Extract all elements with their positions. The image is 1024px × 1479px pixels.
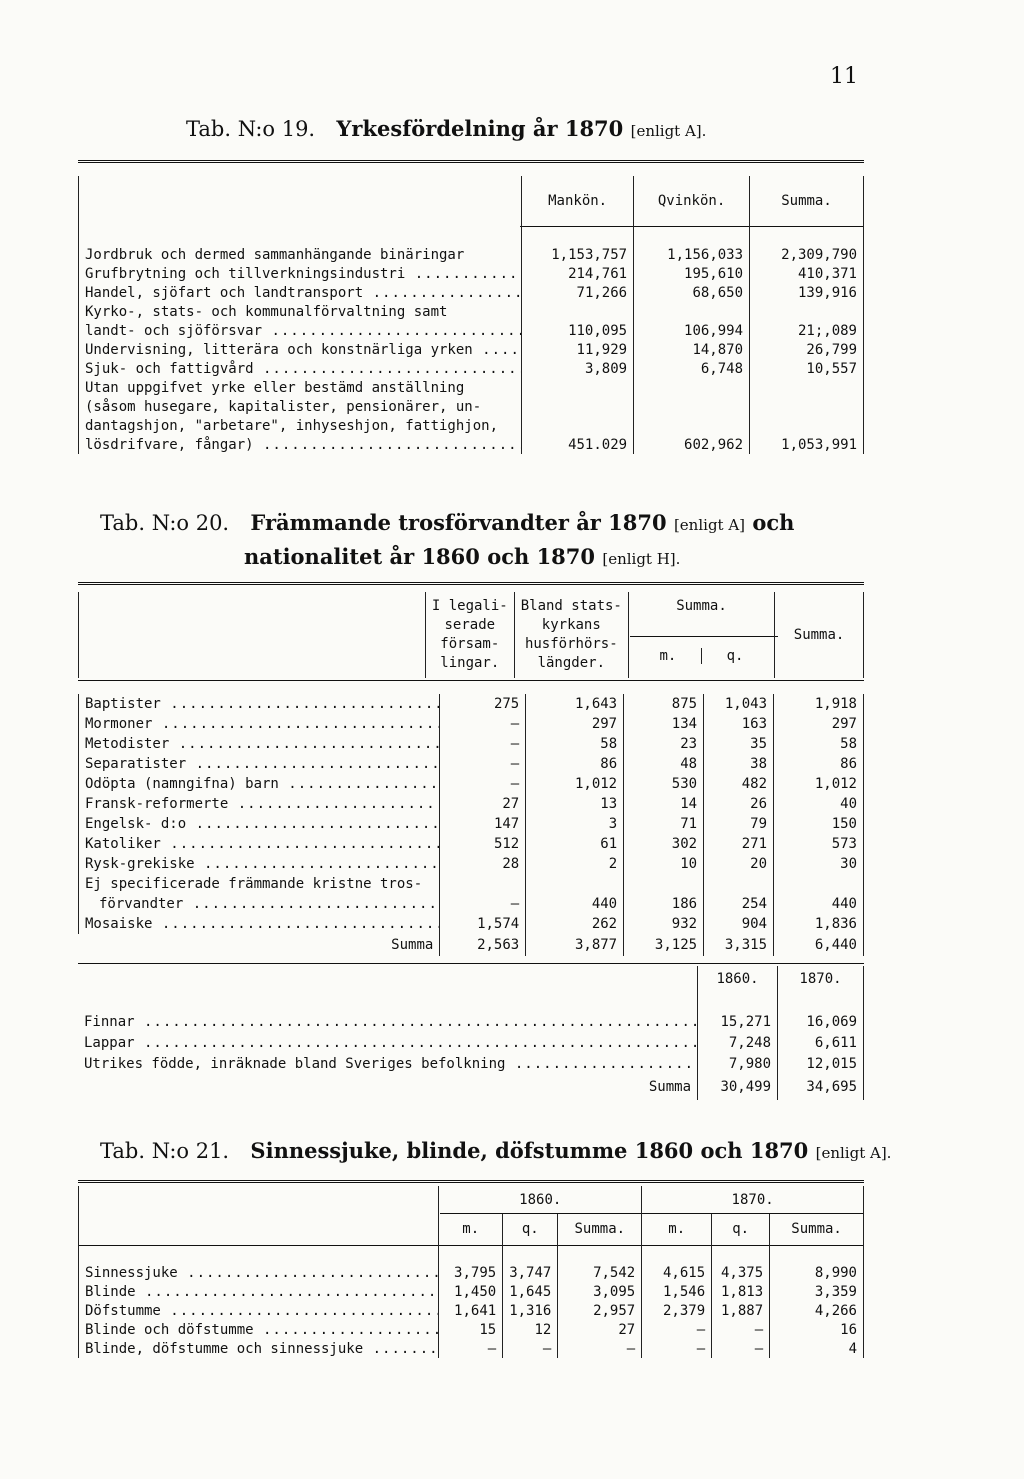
tab20-cell-m — [624, 874, 704, 894]
table-row — [78, 1053, 864, 1074]
table-row — [79, 754, 864, 774]
tab19-cell-summa: 1,053,991 — [750, 435, 864, 454]
tab21-table — [78, 1186, 864, 1358]
tab20-cell-summa: 1,836 — [774, 914, 864, 934]
tab21-row-label: Blinde och döfstumme ..... — [85, 1322, 439, 1338]
tab19-cell-summa: 26,799 — [750, 340, 864, 359]
table-row — [79, 834, 864, 854]
tab21-source: [enligt A]. — [815, 1144, 892, 1162]
tab19-top-rule — [78, 160, 864, 163]
tab20-cell-q: 38 — [704, 754, 774, 774]
tab21-row-label-cell — [79, 1282, 439, 1301]
tab21-cell-s60: 27 — [558, 1320, 642, 1339]
tab20-cell-q: 35 — [704, 734, 774, 754]
tab20-cell-m: 10 — [624, 854, 704, 874]
tab21-sub-m70: m. — [642, 1214, 712, 1244]
table-row — [79, 378, 864, 397]
tab20-header-summa-mq — [628, 592, 774, 678]
tab20-nat-cell-1860: 15,271 — [698, 1011, 778, 1032]
tab20-nat-label-cell — [78, 1011, 698, 1032]
tab20-header-m: m. — [635, 648, 702, 664]
tab20-row-label: Mormoner ..... — [85, 716, 440, 732]
tab19-row-label-cell — [79, 416, 522, 435]
tab21-year-1870: 1870. — [642, 1186, 864, 1214]
tab19-cell-summa: 139,916 — [750, 283, 864, 302]
tab20-title-part1: Främmande trosförvandter år 1870 — [250, 510, 667, 535]
tab20-nat-row-label: Utrikes födde, inräknade bland Sveriges befolkning ..... — [84, 1056, 698, 1072]
tab19-row-label-cell — [79, 397, 522, 416]
tab19-cell-qvinkon: 1,156,033 — [634, 245, 750, 264]
tab20-cell-m: 302 — [624, 834, 704, 854]
tab20-cell-legal: — — [440, 734, 526, 754]
tab19-cell-summa — [750, 302, 864, 321]
table-row — [79, 1339, 864, 1358]
tab20-row-label-cell — [79, 734, 440, 754]
table-row — [79, 694, 864, 714]
tab19-row-label-cell — [79, 340, 522, 359]
tab21-cell-q60: 1,645 — [503, 1282, 558, 1301]
tab20-nat-header-1860: 1860. — [698, 966, 778, 992]
table-row — [79, 914, 864, 934]
tab20-nat-cell-1870: 16,069 — [778, 1011, 864, 1032]
tab20-summa-q: 3,315 — [704, 934, 774, 956]
tab20-nat-row-label: Finnar ..... — [84, 1014, 698, 1030]
tab19-row-label: Sjuk- och fattigvård ..... — [85, 361, 522, 377]
tab20-cell-bland: 3 — [526, 814, 624, 834]
table-row — [79, 245, 864, 264]
tab19-cell-qvinkon — [634, 397, 750, 416]
tab20-row-label: Separatister ..... — [85, 756, 440, 772]
tab20-row-label: Fransk-reformerte ..... — [85, 796, 440, 812]
tab20-row-label-cell — [79, 814, 440, 834]
tab20-cell-bland — [526, 874, 624, 894]
tab20-cell-legal: 147 — [440, 814, 526, 834]
tab19-cell-qvinkon: 106,994 — [634, 321, 750, 340]
tab20-cell-q: 904 — [704, 914, 774, 934]
tab20-cell-summa: 297 — [774, 714, 864, 734]
tab20-cell-m: 23 — [624, 734, 704, 754]
tab19-row-label: dantagshjon, "arbetare", inhyseshjon, fattighjon, — [85, 417, 499, 434]
tab20-cell-legal: 1,574 — [440, 914, 526, 934]
tab20-nat-label-cell — [78, 1032, 698, 1053]
tab21-number: Tab. N:o 21. — [100, 1139, 230, 1163]
tab21-cell-m60: 1,450 — [439, 1282, 503, 1301]
tab19-cell-mankon — [522, 416, 634, 435]
table-row — [79, 814, 864, 834]
tab20-row-label-cell — [79, 714, 440, 734]
tab20-row-label: Metodister ..... — [85, 736, 440, 752]
tab20-summa-m: 3,125 — [624, 934, 704, 956]
tab20-cell-bland: 297 — [526, 714, 624, 734]
tab21-cell-m70: 2,379 — [642, 1301, 712, 1320]
table-row — [79, 1282, 864, 1301]
tab20-nat-summa-row — [78, 1074, 864, 1100]
tab19-cell-mankon: 3,809 — [522, 359, 634, 378]
tab20-cell-bland: 61 — [526, 834, 624, 854]
tab21-cell-q60: 3,747 — [503, 1263, 558, 1282]
tab21-cell-m60: 15 — [439, 1320, 503, 1339]
tab19-header-qvinkon: Qvinkön. — [634, 176, 750, 226]
table-row — [79, 794, 864, 814]
tab19-row-label: Utan uppgifvet yrke eller bestämd anställning — [85, 379, 465, 396]
tab20-cell-summa: 573 — [774, 834, 864, 854]
tab21-cell-s60: 3,095 — [558, 1282, 642, 1301]
tab20-header-table — [78, 592, 864, 678]
tab19-row-label-cell — [79, 302, 522, 321]
table-row — [79, 283, 864, 302]
tab19-source: [enligt A]. — [630, 122, 707, 140]
tab20-row-label: Engelsk- d:o ..... — [85, 816, 440, 832]
tab20-row-label: Ej specificerade främmande kristne tros- — [85, 876, 423, 892]
table-row — [78, 1032, 864, 1053]
tab20-cell-legal: 28 — [440, 854, 526, 874]
tab21-year-1860: 1860. — [439, 1186, 642, 1214]
tab20-top-rule — [78, 582, 864, 585]
tab19-row-label: lösdrifvare, fångar) ..... — [85, 437, 522, 453]
tab20-cell-bland: 262 — [526, 914, 624, 934]
tab20-cell-m: 14 — [624, 794, 704, 814]
table-row — [79, 397, 864, 416]
tab20-cell-q: 20 — [704, 854, 774, 874]
tab20-nat-cell-1870: 6,611 — [778, 1032, 864, 1053]
tab20-cell-legal: — — [440, 754, 526, 774]
table-row — [79, 264, 864, 283]
tab20-row-label: Mosaiske ..... — [85, 916, 440, 932]
tab20-cell-summa: 40 — [774, 794, 864, 814]
tab20-header-bland-l1: Bland stats- — [520, 598, 622, 614]
tab19-table — [78, 176, 864, 454]
tab21-row-label: Döfstumme ..... — [85, 1303, 439, 1319]
tab20-cell-summa — [774, 874, 864, 894]
table-row — [79, 894, 864, 914]
tab20-cell-legal: — — [440, 774, 526, 794]
tab20-cell-m: 932 — [624, 914, 704, 934]
tab20-cell-summa: 440 — [774, 894, 864, 914]
tab20-title-part2: nationalitet år 1860 och 1870 — [244, 544, 596, 569]
table-row — [79, 416, 864, 435]
tab19-cell-summa: 410,371 — [750, 264, 864, 283]
tab21-cell-s70: 4 — [770, 1339, 864, 1358]
tab20-cell-bland: 1,012 — [526, 774, 624, 794]
tab19-row-label-cell — [79, 283, 522, 302]
tab20-cell-bland: 86 — [526, 754, 624, 774]
tab21-cell-m70: 1,546 — [642, 1282, 712, 1301]
tab21-row-label: Sinnessjuke ..... — [85, 1265, 439, 1281]
tab20-cell-bland: 58 — [526, 734, 624, 754]
tab20-cell-legal — [440, 874, 526, 894]
tab20-number: Tab. N:o 20. — [100, 511, 230, 535]
tab19-cell-summa — [750, 378, 864, 397]
tab20-row-label: Baptister ..... — [85, 696, 440, 712]
tab20-row-label-cell — [79, 894, 440, 914]
tab20-summa-total: 6,440 — [774, 934, 864, 956]
tab19-cell-mankon: 1,153,757 — [522, 245, 634, 264]
tab20-nat-summa-1870: 34,695 — [778, 1074, 864, 1100]
tab20-summa-label: Summa — [79, 934, 440, 956]
tab19-cell-mankon: 110,095 — [522, 321, 634, 340]
tab19-title-line — [186, 116, 706, 141]
tab21-cell-q70: — — [712, 1339, 770, 1358]
tab20-cell-m: 530 — [624, 774, 704, 794]
tab20-cell-bland: 440 — [526, 894, 624, 914]
tab19-cell-mankon — [522, 397, 634, 416]
tab20-cell-q: 163 — [704, 714, 774, 734]
tab20-source1: [enligt A] — [673, 516, 746, 534]
tab21-row-label-cell — [79, 1320, 439, 1339]
tab20-nat-summa-1860: 30,499 — [698, 1074, 778, 1100]
tab19-row-label-cell — [79, 321, 522, 340]
tab20-row-label-cell — [79, 854, 440, 874]
tab20-cell-m: 71 — [624, 814, 704, 834]
tab21-cell-q70: 4,375 — [712, 1263, 770, 1282]
tab20-cell-q: 79 — [704, 814, 774, 834]
table-row — [79, 734, 864, 754]
tab20-summa-bland: 3,877 — [526, 934, 624, 956]
tab20-title-and: och — [752, 510, 795, 535]
tab20-cell-m: 134 — [624, 714, 704, 734]
tab21-row-label: Blinde, döfstumme och sinnessjuke ..... — [85, 1341, 439, 1357]
tab21-row-label-cell — [79, 1301, 439, 1320]
tab20-cell-q — [704, 874, 774, 894]
tab20-header-summa-label: Summa. — [676, 598, 727, 614]
tab19-row-label-cell — [79, 245, 522, 264]
tab19-cell-qvinkon — [634, 416, 750, 435]
tab19-cell-summa: 21;,089 — [750, 321, 864, 340]
tab20-header-q: q. — [726, 648, 744, 664]
table-row — [79, 340, 864, 359]
tab19-row-label: (såsom husegare, kapitalister, pensionärer, un- — [85, 398, 482, 415]
tab20-cell-legal: — — [440, 894, 526, 914]
table-row — [79, 1301, 864, 1320]
tab20-row-label: Katoliker ..... — [85, 836, 440, 852]
tab21-cell-m70: — — [642, 1339, 712, 1358]
tab20-summa-row — [79, 934, 864, 956]
tab21-cell-q70: 1,887 — [712, 1301, 770, 1320]
table-row — [79, 1320, 864, 1339]
tab19-cell-qvinkon: 68,650 — [634, 283, 750, 302]
tab19-row-label: Undervisning, litterära och konstnärliga yrken ..... — [85, 342, 522, 358]
table-row — [79, 714, 864, 734]
tab20-cell-bland: 2 — [526, 854, 624, 874]
tab19-cell-mankon: 11,929 — [522, 340, 634, 359]
tab21-cell-m60: — — [439, 1339, 503, 1358]
tab20-header-rule — [78, 680, 864, 681]
tab19-cell-qvinkon: 195,610 — [634, 264, 750, 283]
tab20-header-legal-l4: lingar. — [440, 655, 500, 671]
tab20-cell-q: 1,043 — [704, 694, 774, 714]
tab21-cell-m70: — — [642, 1320, 712, 1339]
tab19-cell-summa — [750, 416, 864, 435]
tab20-row-label-cell — [79, 694, 440, 714]
tab19-number: Tab. N:o 19. — [186, 117, 316, 141]
tab19-title: Yrkesfördelning år 1870 — [336, 116, 624, 141]
tab19-cell-summa: 2,309,790 — [750, 245, 864, 264]
tab20-header-legal — [425, 592, 514, 678]
tab20-row-label: förvandter ..... — [99, 896, 440, 912]
tab20-cell-bland: 1,643 — [526, 694, 624, 714]
table-row — [79, 302, 864, 321]
tab19-row-label-cell — [79, 378, 522, 397]
tab21-row-label-cell — [79, 1339, 439, 1358]
table-row — [79, 359, 864, 378]
tab21-cell-s70: 3,359 — [770, 1282, 864, 1301]
tab21-title-line — [100, 1138, 891, 1163]
tab21-cell-m60: 1,641 — [439, 1301, 503, 1320]
tab21-cell-m60: 3,795 — [439, 1263, 503, 1282]
tab19-cell-summa — [750, 397, 864, 416]
tab20-row-label-cell — [79, 874, 440, 894]
tab20-title-line2 — [244, 544, 680, 569]
tab21-cell-m70: 4,615 — [642, 1263, 712, 1282]
tab19-row-label: Grufbrytning och tillverkningsindustri ..... — [85, 266, 522, 282]
tab19-row-label-cell — [79, 359, 522, 378]
tab20-source2: [enligt H]. — [602, 550, 681, 568]
tab19-header-summa: Summa. — [750, 176, 864, 226]
tab20-cell-bland: 13 — [526, 794, 624, 814]
tab20-header-legal-l1: I legali- — [431, 598, 508, 614]
tab20-nat-row-label: Lappar ..... — [84, 1035, 698, 1051]
tab19-cell-qvinkon: 602,962 — [634, 435, 750, 454]
tab19-cell-qvinkon — [634, 302, 750, 321]
tab20-nat-cell-1860: 7,980 — [698, 1053, 778, 1074]
tab19-header-mankon: Mankön. — [522, 176, 634, 226]
tab20-nat-label-cell — [78, 1053, 698, 1074]
tab19-row-label-cell — [79, 264, 522, 283]
tab19-cell-mankon: 71,266 — [522, 283, 634, 302]
tab19-cell-mankon: 214,761 — [522, 264, 634, 283]
tab21-cell-q60: — — [503, 1339, 558, 1358]
tab20-summa-row-rule — [78, 963, 864, 964]
tab20-cell-legal: — — [440, 714, 526, 734]
tab21-top-rule — [78, 1180, 864, 1183]
tab21-cell-q60: 1,316 — [503, 1301, 558, 1320]
tab21-cell-s60: 2,957 — [558, 1301, 642, 1320]
table-row — [79, 321, 864, 340]
tab20-row-label-cell — [79, 774, 440, 794]
tab20-cell-legal: 275 — [440, 694, 526, 714]
tab20-cell-summa: 86 — [774, 754, 864, 774]
tab19-row-label: Kyrko-, stats- och kommunalförvaltning samt — [85, 303, 448, 320]
tab20-row-label: Rysk-grekiske ..... — [85, 856, 440, 872]
tab20-cell-q: 482 — [704, 774, 774, 794]
table-row — [78, 1011, 864, 1032]
tab20-header-bland-l4: längder. — [537, 655, 606, 671]
tab20-header-bland — [514, 592, 628, 678]
tab21-sub-s60: Summa. — [558, 1214, 642, 1244]
tab20-cell-legal: 27 — [440, 794, 526, 814]
tab20-row-label-cell — [79, 834, 440, 854]
tab20-row-label-cell — [79, 914, 440, 934]
tab20-table — [78, 694, 864, 956]
tab20-cell-q: 26 — [704, 794, 774, 814]
tab20-cell-legal: 512 — [440, 834, 526, 854]
tab20-nat-cell-1860: 7,248 — [698, 1032, 778, 1053]
tab20-row-label-cell — [79, 754, 440, 774]
tab20-cell-q: 254 — [704, 894, 774, 914]
tab21-title: Sinnessjuke, blinde, döfstumme 1860 och 1870 — [250, 1138, 809, 1163]
page-number: 11 — [830, 64, 858, 89]
tab21-cell-q70: 1,813 — [712, 1282, 770, 1301]
tab20-cell-q: 271 — [704, 834, 774, 854]
tab20-cell-summa: 58 — [774, 734, 864, 754]
tab20-header-bland-l3: husförhörs- — [524, 636, 618, 652]
tab19-cell-qvinkon — [634, 378, 750, 397]
table-row — [79, 1263, 864, 1282]
tab19-row-label: landt- och sjöförsvar ..... — [85, 323, 522, 339]
tab19-cell-mankon: 451.029 — [522, 435, 634, 454]
tab21-row-label: Blinde ..... — [85, 1284, 439, 1300]
tab21-cell-s60: 7,542 — [558, 1263, 642, 1282]
tab21-cell-s60: — — [558, 1339, 642, 1358]
tab19-row-label-cell — [79, 435, 522, 454]
tab21-sub-q70: q. — [712, 1214, 770, 1244]
tab21-cell-q60: 12 — [503, 1320, 558, 1339]
tab20-cell-summa: 30 — [774, 854, 864, 874]
tab20-nat-header-1870: 1870. — [778, 966, 864, 992]
tab20-cell-m: 186 — [624, 894, 704, 914]
tab20-cell-m: 875 — [624, 694, 704, 714]
tab19-cell-qvinkon: 6,748 — [634, 359, 750, 378]
table-row — [79, 874, 864, 894]
tab20-header-bland-l2: kyrkans — [541, 617, 601, 633]
tab20-title-line1 — [100, 510, 794, 535]
tab21-sub-m60: m. — [439, 1214, 503, 1244]
tab19-row-label: Jordbruk och dermed sammanhängande binäringar — [85, 246, 465, 263]
tab19-cell-mankon — [522, 302, 634, 321]
tab19-cell-summa: 10,557 — [750, 359, 864, 378]
tab21-sub-s70: Summa. — [770, 1214, 864, 1244]
tab20-nat-cell-1870: 12,015 — [778, 1053, 864, 1074]
tab20-cell-summa: 1,918 — [774, 694, 864, 714]
tab20-row-label: Odöpta (namngifna) barn ..... — [85, 776, 440, 792]
tab21-row-label-cell — [79, 1263, 439, 1282]
table-row — [79, 854, 864, 874]
tab21-cell-q70: — — [712, 1320, 770, 1339]
tab21-cell-s70: 16 — [770, 1320, 864, 1339]
tab19-row-label: Handel, sjöfart och landtransport ..... — [85, 285, 522, 301]
table-row — [79, 774, 864, 794]
tab20-cell-m: 48 — [624, 754, 704, 774]
tab20-summa-legal: 2,563 — [440, 934, 526, 956]
table-row — [79, 435, 864, 454]
tab20-header-legal-l2: serade — [444, 617, 496, 633]
tab20-header-summa-total: Summa. — [775, 592, 864, 678]
tab20-header-legal-l3: försam- — [440, 636, 500, 652]
tab20-nat-table — [78, 966, 864, 1100]
tab21-cell-s70: 8,990 — [770, 1263, 864, 1282]
tab20-cell-summa: 150 — [774, 814, 864, 834]
tab19-cell-qvinkon: 14,870 — [634, 340, 750, 359]
tab20-row-label-cell — [79, 794, 440, 814]
tab21-sub-q60: q. — [503, 1214, 558, 1244]
tab20-cell-summa: 1,012 — [774, 774, 864, 794]
tab19-cell-mankon — [522, 378, 634, 397]
tab21-cell-s70: 4,266 — [770, 1301, 864, 1320]
tab19-header-blank — [79, 176, 522, 226]
tab20-nat-summa-label: Summa — [648, 1079, 692, 1095]
